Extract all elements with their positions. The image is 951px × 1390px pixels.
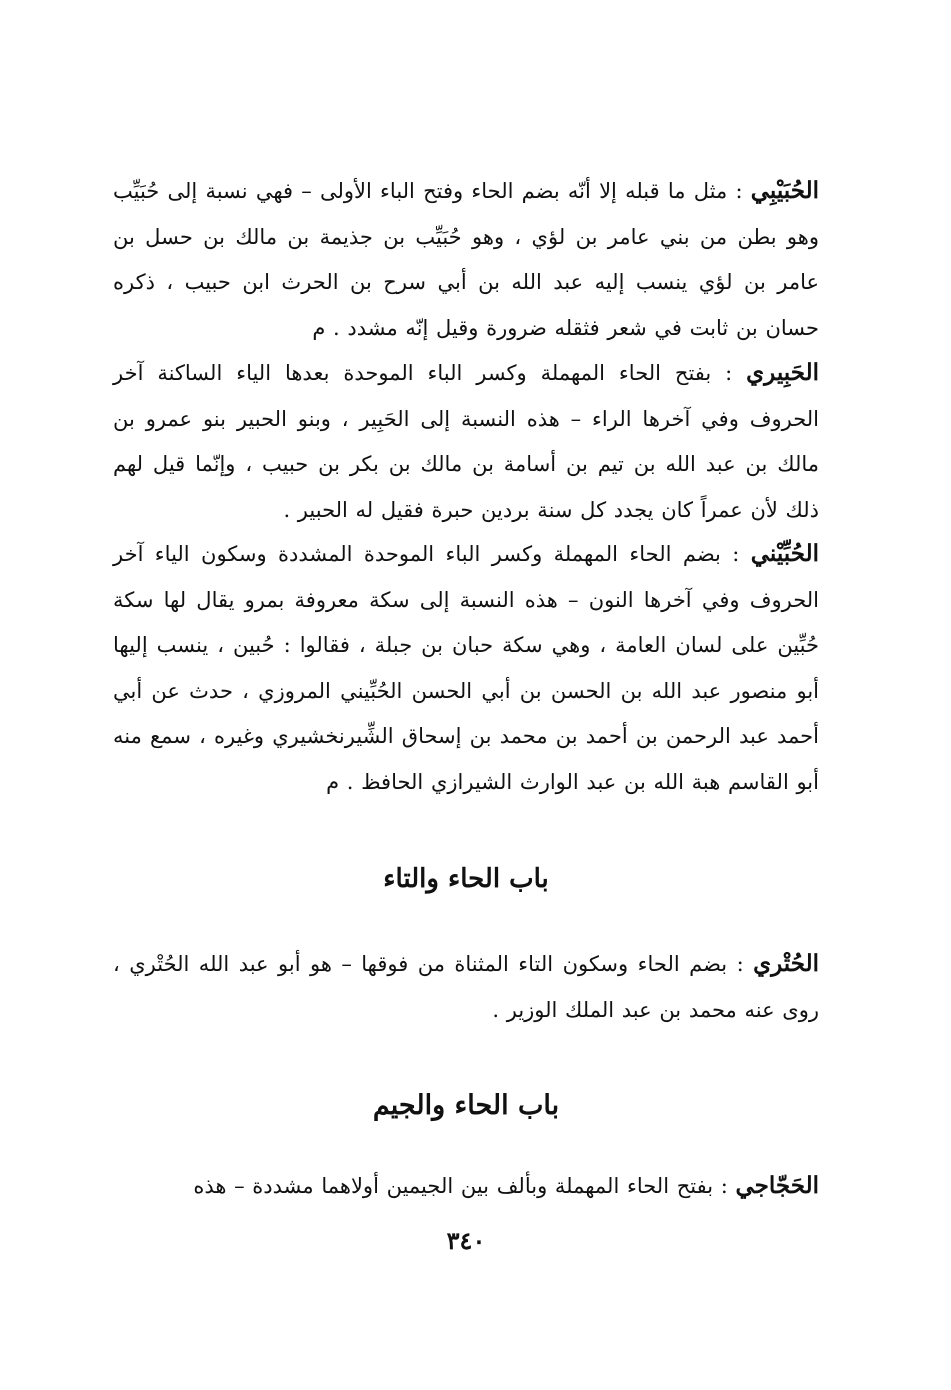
entry-headword: الحَبِيري bbox=[746, 359, 819, 386]
entry-body: : بضم الحاء وسكون التاء المثناة من فوقها – هو أبو عبد الله الحُتْري ، روى عنه محمد بن عبد الملك الوزير . bbox=[113, 952, 819, 1022]
section-heading-ha-jim: باب الحاء والجيم bbox=[372, 1090, 560, 1121]
entry-body: : بفتح الحاء المهملة وكسر الباء الموحدة بعدها الياء الساكنة آخر الحروف وفي آخرها الراء – هذه النسبة إلى الحَبِير ، وبنو الحبير بنو عمرو بن مالك بن عبد الله بن تيم بن أسامة بن مالك بن بكر بن حبيب ، وإنّما قيل لهم ذلك لأن عمراً كان يجدد كل سنة بردين حبرة فقيل له الحبير . bbox=[113, 361, 819, 522]
entry-headword: الحَجّاجي bbox=[735, 1172, 819, 1199]
entry-habiri bbox=[113, 350, 819, 533]
section-heading-ha-ta: باب الحاء والتاء bbox=[383, 864, 549, 894]
entry-hubaybi bbox=[113, 168, 819, 351]
entry-body: : بضم الحاء المهملة وكسر الباء الموحدة المشددة وسكون الياء آخر الحروف وفي آخرها النون – هذه النسبة إلى سكة معروفة بمرو يقال لها سكة حُبِّين على لسان العامة ، وهي سكة حبان بن جبلة ، فقالوا : حُبين ، ينسب إليها أبو منصور عبد الله بن الحسن بن أبي الحسن الحُبِّيني المروزي ، حدث عن أبي أحمد عبد الرحمن بن أحمد بن محمد بن إسحاق الشِّيرنخشيري وغيره ، سمع منه أبو القاسم هبة الله بن عبد الوارث الشيرازي الحافظ . م bbox=[113, 542, 819, 794]
entry-headword: الحُتْري bbox=[753, 950, 819, 977]
page-number: ٣٤٠ bbox=[446, 1226, 486, 1255]
entry-headword: الحُبَيْبِي bbox=[750, 177, 819, 204]
entry-hajjaji bbox=[113, 1163, 819, 1210]
entry-hubbini bbox=[113, 531, 819, 805]
entry-body: : بفتح الحاء المهملة وبألف بين الجيمين أولاهما مشددة – هذه bbox=[193, 1174, 736, 1198]
entry-body: : مثل ما قبله إلا أنّه بضم الحاء وفتح الباء الأولى – فهي نسبة إلى حُبَيِّب وهو بطن من بني عامر بن لؤي ، وهو حُبَيِّب بن جذيمة بن مالك بن حسل بن عامر بن لؤي ينسب إليه عبد الله بن أبي سرح بن الحرث ابن حبيب ، ذكره حسان بن ثابت في شعر فثقله ضرورة وقيل إنّه مشدد . م bbox=[113, 179, 819, 340]
entry-hutri bbox=[113, 941, 819, 1033]
entry-headword: الحُبِّيْني bbox=[750, 540, 819, 567]
